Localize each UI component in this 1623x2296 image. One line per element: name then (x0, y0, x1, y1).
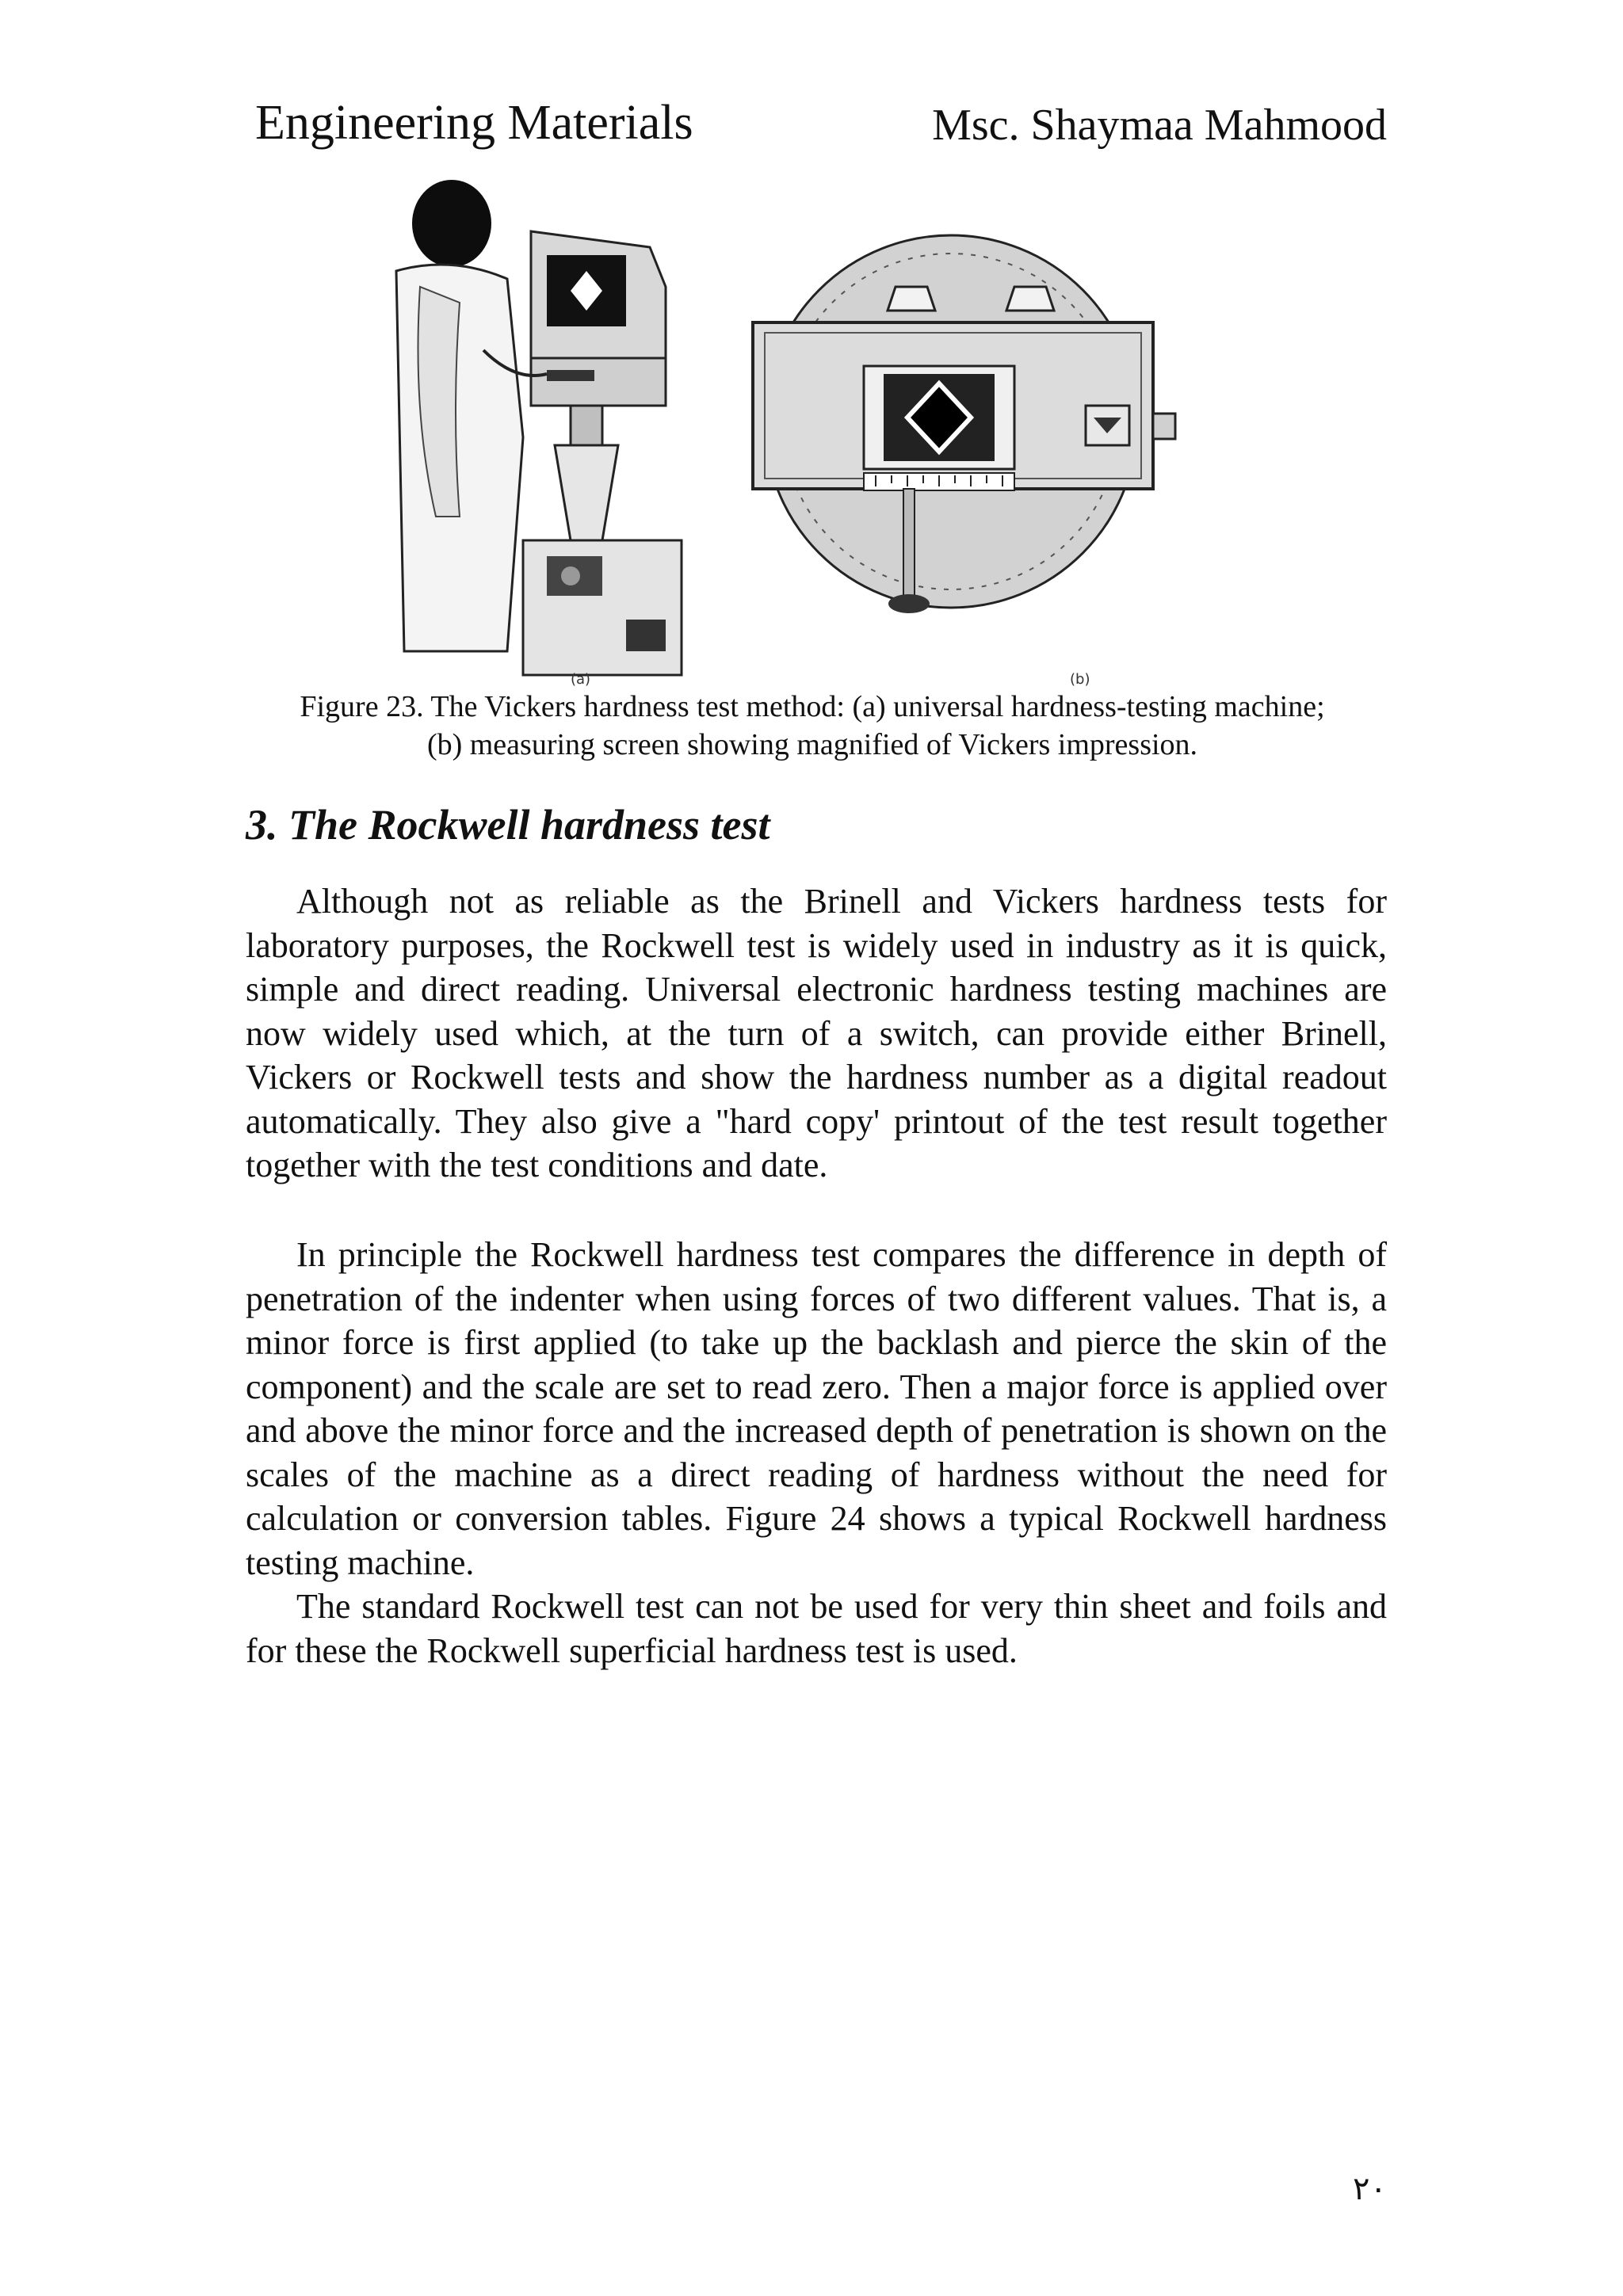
hardness-testing-machine-illustration (396, 180, 682, 675)
section-heading: 3. The Rockwell hardness test (246, 801, 770, 849)
running-header-author: Msc. Shaymaa Mahmood (932, 101, 1387, 150)
measuring-screen-illustration (753, 235, 1175, 613)
body-paragraph-2: In principle the Rockwell hardness test compares the difference in depth of penetration of the indenter when using forces of two different values. That is, a minor force is first applied (to take up the backlash and pierce the skin of the component) and the scale are set to read zero. Then a major force is applied over and above the minor force and the increased depth of penetration is shown on the scales of the machine as a direct reading of hardness without the need for calculation or conversion tables. Figure 24 shows a typical Rockwell hardness testing machine. (246, 1235, 1387, 1582)
figure-caption-line-2: (b) measuring screen showing magnified of Vickers impression. (426, 728, 1198, 761)
page-number: ٢٠ (1353, 2171, 1387, 2207)
running-header-title: Engineering Materials (255, 96, 693, 150)
figure-caption-line-1: Figure 23. The Vickers hardness test method: (a) universal hardness-testing machine; (300, 690, 1325, 723)
figure-label-a: (a) (571, 671, 591, 688)
vickers-figure (388, 176, 1236, 691)
body-paragraph-1: Although not as reliable as the Brinell and Vickers hardness tests for laboratory purposes, the Rockwell test is widely used in industry as it is quick, simple and direct reading. Universal electronic hardness testing machines are now widely used which, at the turn of a switch, can provide either Brinell, Vickers or Rockwell tests and show the hardness number as a digital readout automatically. They also give a "hard copy' printout of the test result together together with the test conditions and date. (246, 882, 1387, 1184)
body-paragraph-3: The standard Rockwell test can not be used for very thin sheet and foils and for these the Rockwell superficial hardness test is used. (246, 1587, 1387, 1670)
figure-label-b: (b) (1070, 671, 1090, 688)
figure-caption (238, 688, 1387, 764)
